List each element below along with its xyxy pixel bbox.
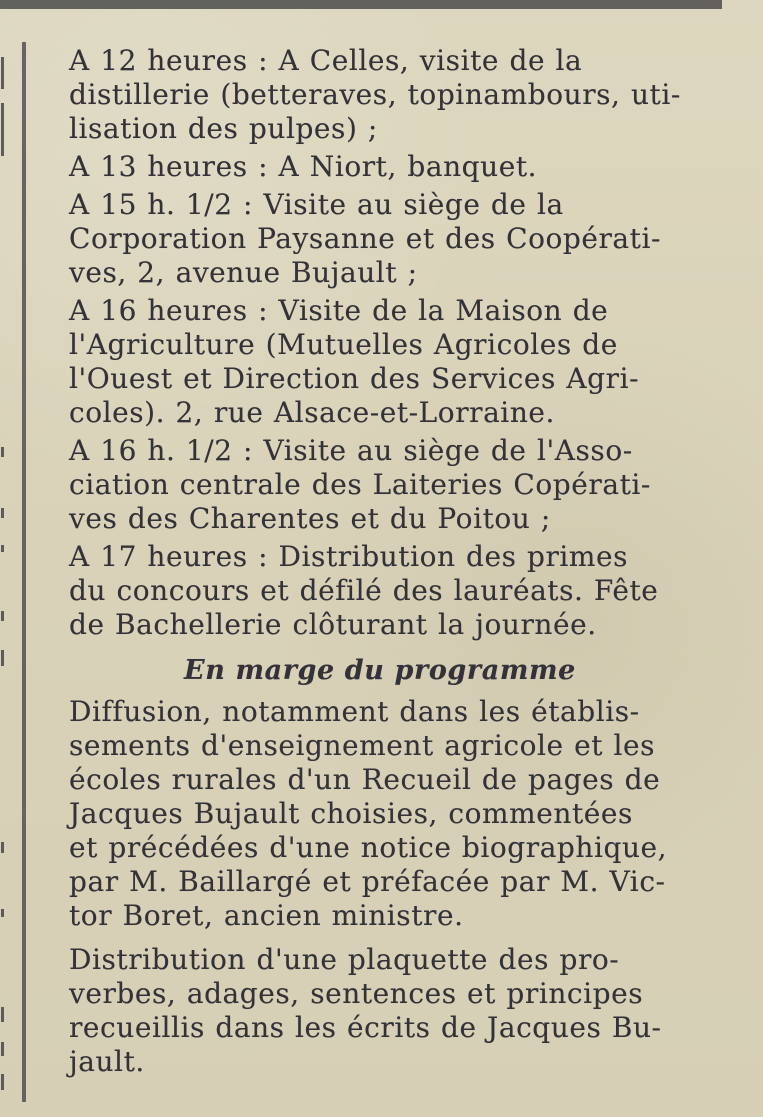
paragraph-line: ves des Charentes et du Poitou ; xyxy=(69,502,551,535)
paragraph-line: A 16 heures : Visite de la Maison de xyxy=(69,294,609,327)
paragraph-diffusion xyxy=(31,695,729,933)
top-rule xyxy=(0,0,722,9)
paragraph-12h xyxy=(31,44,729,146)
paragraph-line: Diffusion, notamment dans les établis- xyxy=(69,695,640,728)
paragraph-line: et précédées d'une notice biographique, xyxy=(69,831,668,864)
paragraph-line: coles). 2, rue Alsace-et-Lorraine. xyxy=(69,396,555,429)
paragraph-line: distillerie (betteraves, topinambours, uti- xyxy=(69,78,681,111)
paragraph-line: A 13 heures : A Niort, banquet. xyxy=(69,150,538,183)
paragraph-line: verbes, adages, sentences et principes xyxy=(69,977,644,1010)
paragraph-16h30 xyxy=(31,434,729,536)
paragraph-line: Corporation Paysanne et des Coopérati- xyxy=(69,222,661,255)
paragraph-line: lisation des pulpes) ; xyxy=(69,112,378,145)
paragraph-13h xyxy=(31,150,729,184)
margin-fragment xyxy=(1,842,4,853)
margin-fragment xyxy=(1,103,4,156)
paragraph-line: sements d'enseignement agricole et les xyxy=(69,729,656,762)
paragraph-line: l'Agriculture (Mutuelles Agricoles de xyxy=(69,328,618,361)
section-spacer xyxy=(31,646,729,649)
paragraph-distribution xyxy=(31,943,729,1079)
paragraph-line: par M. Baillargé et préfacée par M. Vic- xyxy=(69,865,666,898)
margin-fragment xyxy=(1,545,4,552)
paragraph-line: Jacques Bujault choisies, commentées xyxy=(69,797,633,830)
paragraph-line: A 16 h. 1/2 : Visite au siège de l'Asso- xyxy=(69,434,633,467)
paragraph-line: de Bachellerie clôturant la journée. xyxy=(69,608,597,641)
paragraph-line: recueillis dans les écrits de Jacques Bu- xyxy=(69,1011,662,1044)
paragraph-16h xyxy=(31,294,729,430)
paragraph-17h xyxy=(31,540,729,642)
paragraph-line: du concours et défilé des lauréats. Fête xyxy=(69,574,659,607)
paragraph-line: ciation centrale des Laiteries Copérati- xyxy=(69,468,651,501)
left-margin-fragments xyxy=(0,0,18,1117)
paragraph-line: Distribution d'une plaquette des pro- xyxy=(69,943,620,976)
margin-fragment xyxy=(1,1042,4,1056)
paragraph-15h30 xyxy=(31,188,729,290)
paragraph-line: ves, 2, avenue Bujault ; xyxy=(69,256,418,289)
paragraph-line: A 12 heures : A Celles, visite de la xyxy=(69,44,583,77)
paragraph-line: jault. xyxy=(69,1045,145,1078)
margin-fragment xyxy=(1,650,4,666)
paragraph-line: écoles rurales d'un Recueil de pages de xyxy=(69,763,661,796)
margin-fragment xyxy=(1,611,4,621)
margin-fragment xyxy=(1,1007,4,1022)
margin-fragment xyxy=(1,57,4,89)
margin-fragment xyxy=(1,909,4,917)
paragraph-line: A 17 heures : Distribution des primes xyxy=(69,540,629,573)
paragraph-line: tor Boret, ancien ministre. xyxy=(69,899,464,932)
paragraph-line: A 15 h. 1/2 : Visite au siège de la xyxy=(69,188,564,221)
left-column-rule xyxy=(22,42,26,1102)
margin-fragment xyxy=(1,1074,4,1090)
paragraph-line: l'Ouest et Direction des Services Agri- xyxy=(69,362,640,395)
program-article xyxy=(31,44,729,1083)
margin-fragment xyxy=(1,447,4,457)
section-subheading: En marge du programme xyxy=(184,655,576,686)
margin-fragment xyxy=(1,508,4,518)
